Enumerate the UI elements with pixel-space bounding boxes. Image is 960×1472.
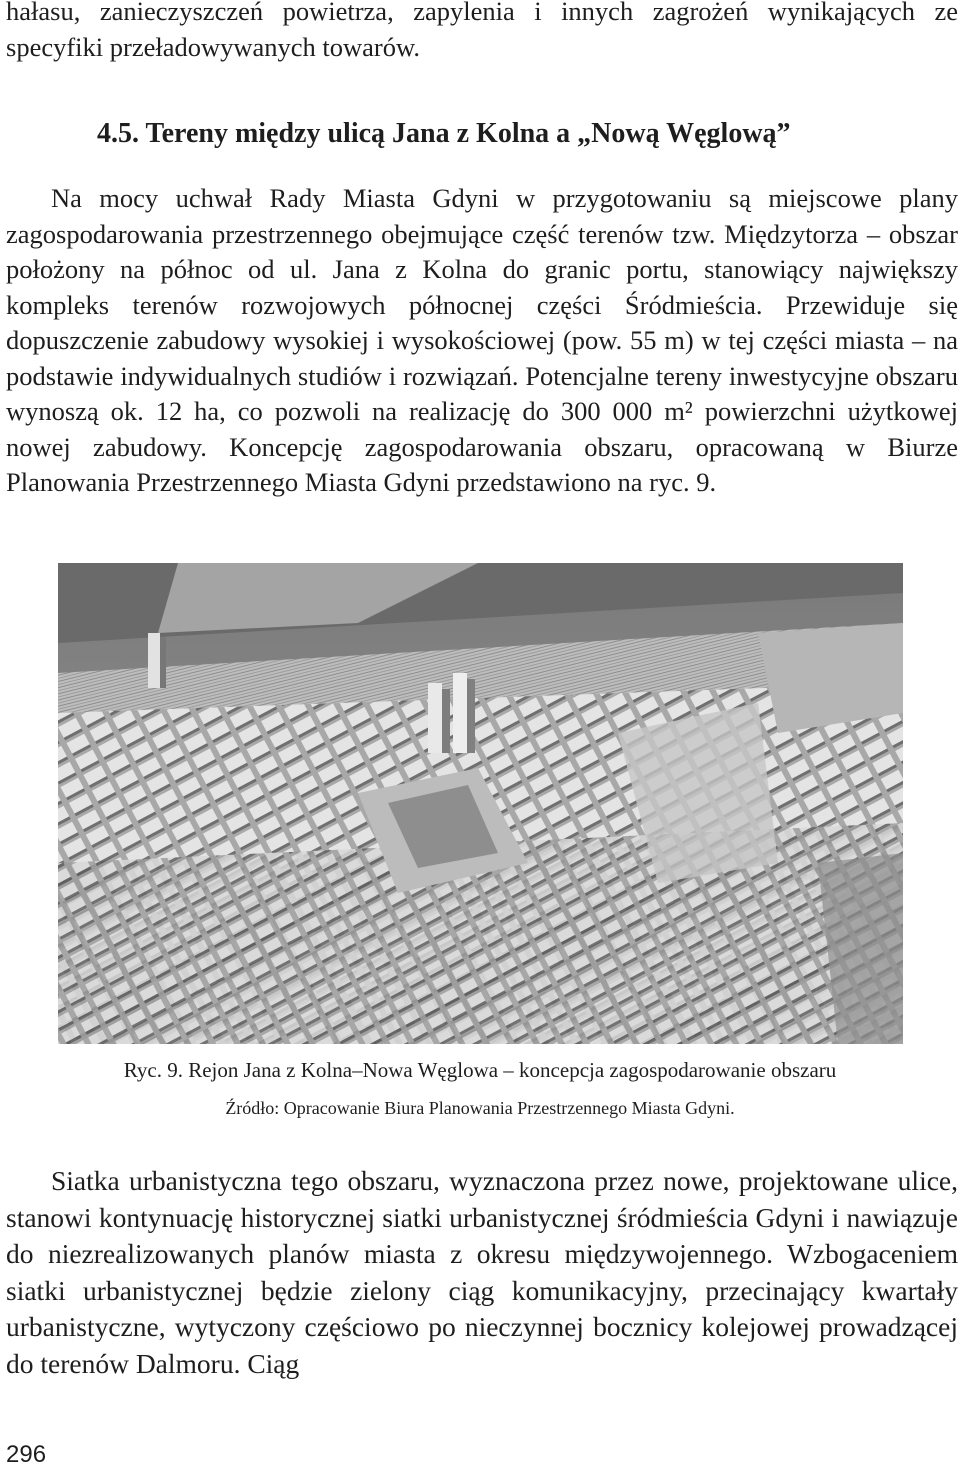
- page-number: 296: [6, 1441, 47, 1468]
- figure-3d-city-model: [58, 563, 903, 1044]
- figure-caption: Ryc. 9. Rejon Jana z Kolna–Nowa Węglowa – koncepcja zagospodarowanie obszaru: [123, 1058, 837, 1082]
- city-model-illustration: [58, 563, 903, 1044]
- paragraph-bottom: Siatka urbanistyczna tego obszaru, wyznaczona przez nowe, projektowane ulice, stanowi kontynuację historycznej siatki urbanistycznej śródmieścia Gdyni i nawiązuje do niezrealizowanych planów miasta z okresu międzywojennego. Wzbogaceniem siatki urbanistycznej będzie zielony ciąg komunikacyjny, przecinający kwartały urbanistyczne, wytyczony częściowo po nieczynnej bocznicy kolejowej prowadzącej do terenów Dalmoru. Ciąg: [6, 1165, 958, 1379]
- figure-source: Źródło: Opracowanie Biura Planowania Przestrzennego Miasta Gdyni.: [225, 1098, 735, 1118]
- section-heading: 4.5. Tereny między ulicą Jana z Kolna a „Nową Węglową”: [97, 118, 791, 149]
- paragraph-main: Na mocy uchwał Rady Miasta Gdyni w przygotowaniu są miejscowe plany zagospodarowania przestrzennego obejmujące część terenów tzw. Międzytorza – obszar położony na północ od ul. Jana z Kolna do granic portu, stanowiący największy kompleks terenów rozwojowych północnej części Śródmieścia. Przewiduje się dopuszczenie zabudowy wysokiej i wysokościowej (pow. 55 m) w tej części miasta – na podstawie indywidualnych studiów i rozwiązań. Potencjalne tereny inwestycyjne obszaru wynoszą ok. 12 ha, co pozwoli na realizację do 300 000 m² powierzchni użytkowej nowej zabudowy. Koncepcję zagospodarowania obszaru, opracowaną w Biurze Planowania Przestrzennego Miasta Gdyni przedstawiono na ryc. 9.: [6, 183, 958, 497]
- paragraph-top: hałasu, zanieczyszczeń powietrza, zapylenia i innych zagrożeń wynikających ze specyfiki przeładowywanych towarów.: [6, 0, 958, 62]
